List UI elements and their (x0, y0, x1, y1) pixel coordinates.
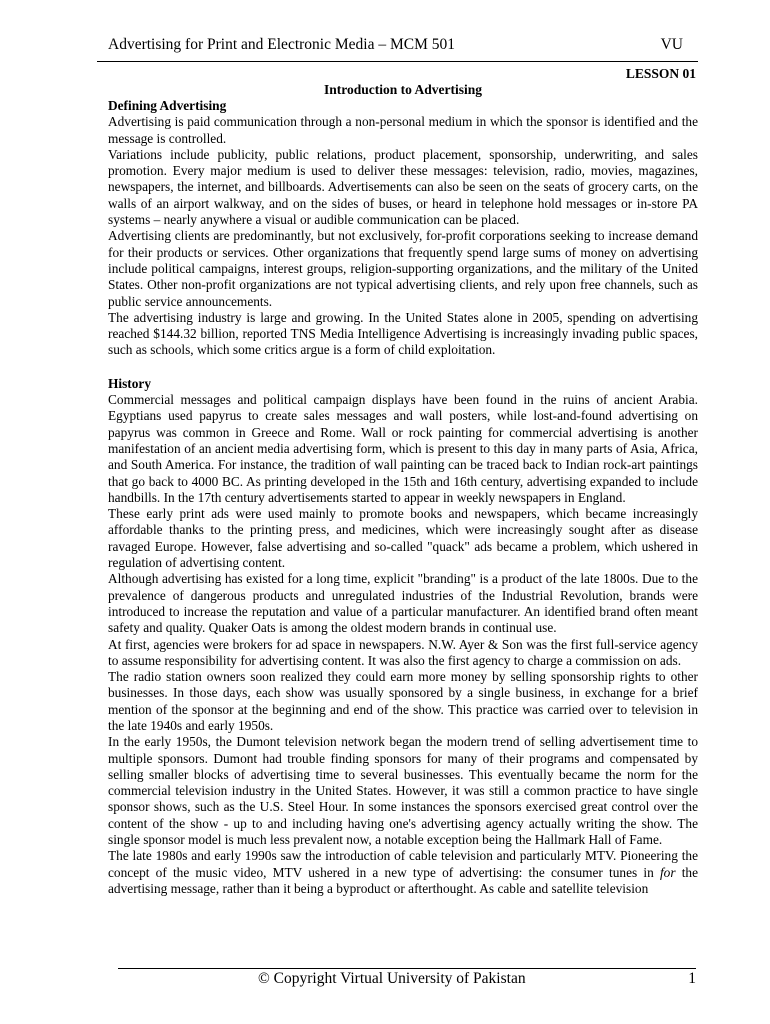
copyright-text: © Copyright Virtual University of Pakistan (258, 970, 526, 987)
paragraph-text: The late 1980s and early 1990s saw the introduction of cable television and particularly MTV. Pioneering the concept of the music video, MTV ushered in a new type of advertising: the consumer tunes in (108, 848, 698, 880)
lesson-label: LESSON 01 (625, 66, 696, 81)
header-rule (97, 61, 698, 62)
paragraph (108, 848, 698, 897)
paragraph: Although advertising has existed for a long time, explicit "branding" is a product of the late 1800s. Due to the prevalence of dangerous products and unregulated industries of the Industrial Revolution, brands were introduced to increase the reputation and value of a particular manufacturer. An identified brand often meant safety and quality. Quaker Oats is among the oldest modern brands in continual use. (108, 571, 698, 636)
footer-rule (118, 968, 696, 969)
paragraph: Commercial messages and political campaign displays have been found in the ruins of ancient Arabia. Egyptians used papyrus to create sales messages and wall posters, while lost-and-found advertising on papyrus was common in Greece and Rome. Wall or rock painting for commercial advertising is another manifestation of an ancient media advertising form, which is present to this day in many parts of Asia, Africa, and South America. For instance, the tradition of wall painting can be traced back to Indian rock-art paintings that go back to 4000 BC. As printing developed in the 15th and 16th century, advertising expanded to include handbills. In the 17th century advertisements started to appear in weekly newspapers in England. (108, 392, 698, 505)
paragraph: Advertising clients are predominantly, but not exclusively, for-profit corporations seeking to increase demand for their products or services. Other organizations that frequently spend large sums of money on advertising include political campaigns, interest groups, religion-supporting organizations, and the military of the United States. Other non-profit organizations are not typical advertising clients, and rely upon free channels, such as public service announcements. (108, 228, 698, 309)
paragraph: The radio station owners soon realized they could earn more money by selling sponsorship rights to other businesses. In those days, each show was usually sponsored by a single business, in exchange for a brief mention of the sponsor at the beginning and end of the show. This practice was carried over to television in the late 1940s and early 1950s. (108, 669, 698, 733)
page-header (108, 36, 695, 56)
section-spacer (108, 359, 698, 376)
paragraph: At first, agencies were brokers for ad space in newspapers. N.W. Ayer & Son was the first full-service agency to assume responsibility for advertising content. It was also the first agency to charge a commission on ads. (108, 636, 698, 668)
section-heading-history: History (108, 375, 151, 391)
page-title: Introduction to Advertising (323, 82, 483, 97)
section-heading-defining: Defining Advertising (108, 98, 227, 113)
paragraph: Advertising is paid communication through a non-personal medium in which the sponsor is identified and the message is controlled. (108, 114, 698, 146)
institution-label: VU (660, 36, 683, 53)
paragraph: Variations include publicity, public relations, product placement, sponsorship, underwriting, and sales promotion. Every major medium is used to deliver these messages: television, radio, movies, magazines, newspapers, the internet, and billboards. Advertisements can also be seen on the seats of grocery carts, on the walls of an airport walkway, and on the sides of buses, or heard in telephone hold messages or in-store PA systems – nearly anywhere a visual or audible communication can be placed. (108, 146, 698, 228)
paragraph-text: the advertising message, rather than it being a byproduct or afterthought. As cable and satellite television (108, 864, 698, 896)
paragraph: These early print ads were used mainly to promote books and newspapers, which became increasingly affordable thanks to the printing press, and medicines, which were increasingly sought after as disease ravaged Europe. However, false advertising and so-called "quack" ads became a problem, which ushered in regulation of advertising content. (108, 506, 698, 571)
paragraph: In the early 1950s, the Dumont television network began the modern trend of selling advertisement time to multiple sponsors. Dumont had trouble finding sponsors for many of their programs and compensated by selling smaller blocks of advertising time to several businesses. This eventually became the norm for the commercial television industry in the United States. However, it was still a common practice to have single sponsor shows, such as the U.S. Steel Hour. In some instances the sponsors exercised great control over the content of the show - up to and including having one's advertising agency actually writing the show. The single sponsor model is much less prevalent now, a notable exception being the Hallmark Hall of Fame. (108, 734, 698, 848)
paragraph: The advertising industry is large and growing. In the United States alone in 2005, spending on advertising reached $144.32 billion, reported TNS Media Intelligence Advertising is increasingly invading public spaces, such as schools, which some critics argue is a form of child exploitation. (108, 309, 698, 358)
course-title: Advertising for Print and Electronic Media – MCM 501 (108, 36, 455, 53)
emphasis-text: for (659, 864, 676, 880)
page-number: 1 (688, 970, 696, 987)
document-body (108, 98, 698, 897)
